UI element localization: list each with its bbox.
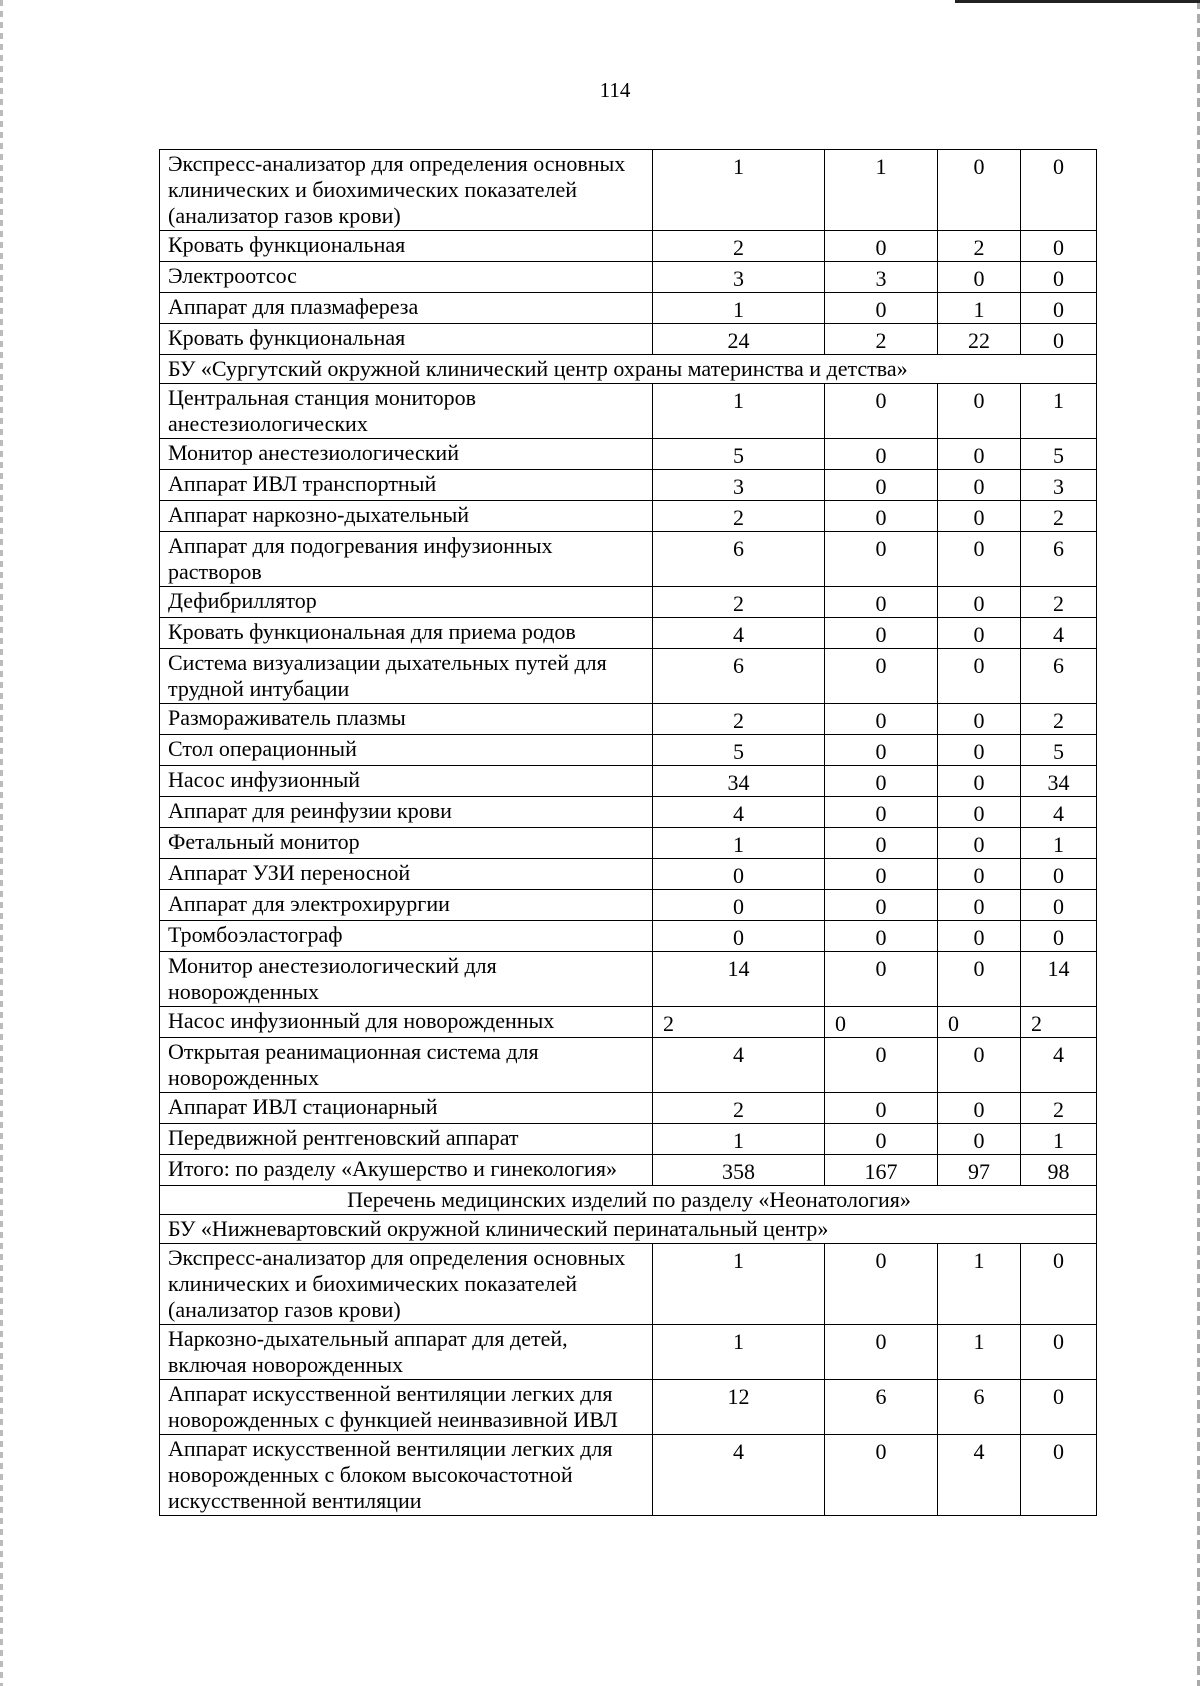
value-cell-col-2: 0 <box>825 1038 938 1093</box>
value-cell-col-2: 0 <box>825 1093 938 1124</box>
value-cell-col-2: 0 <box>825 735 938 766</box>
value-cell-col-3: 0 <box>938 384 1021 439</box>
value-cell-col-3: 1 <box>938 293 1021 324</box>
value-cell-col-2: 0 <box>825 618 938 649</box>
table-row <box>160 649 1097 704</box>
value-cell-col-4: 2 <box>1021 501 1097 532</box>
value-cell-col-2: 3 <box>825 262 938 293</box>
item-name-cell: Кровать функциональная <box>160 324 653 355</box>
value-cell-col-4: 1 <box>1021 384 1097 439</box>
value-cell-col-1: 2 <box>653 231 825 262</box>
value-cell-col-1: 1 <box>653 1325 825 1380</box>
value-cell-col-3: 0 <box>938 952 1021 1007</box>
value-cell-col-1: 1 <box>653 1244 825 1325</box>
value-cell-col-1: 4 <box>653 618 825 649</box>
value-cell-col-3: 4 <box>938 1435 1021 1516</box>
equipment-table-body <box>160 150 1097 1516</box>
item-name-cell: Аппарат наркозно-дыхательный <box>160 501 653 532</box>
value-cell-col-4: 3 <box>1021 470 1097 501</box>
table-row <box>160 231 1097 262</box>
value-cell-col-2: 0 <box>825 797 938 828</box>
item-name-cell: Монитор анестезиологический <box>160 439 653 470</box>
item-name-cell: Фетальный монитор <box>160 828 653 859</box>
item-name-cell: Аппарат для электрохирургии <box>160 890 653 921</box>
value-cell-col-4: 0 <box>1021 1380 1097 1435</box>
value-cell-col-4: 0 <box>1021 324 1097 355</box>
value-cell-col-2: 0 <box>825 890 938 921</box>
table-row <box>160 501 1097 532</box>
value-cell-col-4: 0 <box>1021 1244 1097 1325</box>
item-name-cell: Дефибриллятор <box>160 587 653 618</box>
value-cell-col-1: 1 <box>653 828 825 859</box>
value-cell-col-1: 3 <box>653 470 825 501</box>
table-row <box>160 704 1097 735</box>
value-cell-col-2: 0 <box>825 384 938 439</box>
table-row <box>160 532 1097 587</box>
value-cell-col-4: 2 <box>1021 704 1097 735</box>
value-cell-col-2: 0 <box>825 501 938 532</box>
table-row <box>160 1007 1097 1038</box>
item-name-cell: Передвижной рентгеновский аппарат <box>160 1124 653 1155</box>
value-cell-col-1: 1 <box>653 1124 825 1155</box>
value-cell-col-1: 1 <box>653 293 825 324</box>
table-row <box>160 384 1097 439</box>
value-cell-col-1: 2 <box>653 1093 825 1124</box>
value-cell-col-4: 0 <box>1021 859 1097 890</box>
value-cell-col-3: 0 <box>938 150 1021 231</box>
table-row <box>160 262 1097 293</box>
item-name-cell: Аппарат ИВЛ стационарный <box>160 1093 653 1124</box>
value-cell-col-3: 0 <box>938 649 1021 704</box>
table-row <box>160 1244 1097 1325</box>
value-cell-col-2: 6 <box>825 1380 938 1435</box>
value-cell-col-1: 6 <box>653 532 825 587</box>
table-row <box>160 1155 1097 1186</box>
table-row <box>160 921 1097 952</box>
value-cell-col-3: 0 <box>938 859 1021 890</box>
section-heading: Перечень медицинских изделий по разделу «Неонатология» <box>160 1186 1097 1215</box>
value-cell-col-1: 4 <box>653 797 825 828</box>
item-name-cell: Кровать функциональная <box>160 231 653 262</box>
value-cell-col-3: 0 <box>938 1038 1021 1093</box>
value-cell-col-3: 97 <box>938 1155 1021 1186</box>
value-cell-col-4: 0 <box>1021 890 1097 921</box>
value-cell-col-3: 2 <box>938 231 1021 262</box>
organization-name: БУ «Сургутский окружной клинический центр охраны материнства и детства» <box>160 355 1097 384</box>
value-cell-col-1: 4 <box>653 1435 825 1516</box>
equipment-table <box>159 149 1097 1516</box>
value-cell-col-4: 0 <box>1021 262 1097 293</box>
value-cell-col-3: 0 <box>938 532 1021 587</box>
value-cell-col-4: 34 <box>1021 766 1097 797</box>
item-name-cell: Размораживатель плазмы <box>160 704 653 735</box>
value-cell-col-2: 0 <box>825 231 938 262</box>
value-cell-col-2: 0 <box>825 649 938 704</box>
value-cell-col-4: 2 <box>1021 1007 1097 1038</box>
table-row <box>160 293 1097 324</box>
value-cell-col-4: 0 <box>1021 1325 1097 1380</box>
value-cell-col-1: 5 <box>653 439 825 470</box>
value-cell-col-1: 2 <box>653 704 825 735</box>
item-name-cell: Кровать функциональная для приема родов <box>160 618 653 649</box>
value-cell-col-2: 0 <box>825 704 938 735</box>
value-cell-col-2: 167 <box>825 1155 938 1186</box>
table-row <box>160 735 1097 766</box>
value-cell-col-4: 14 <box>1021 952 1097 1007</box>
value-cell-col-1: 0 <box>653 859 825 890</box>
value-cell-col-3: 0 <box>938 1093 1021 1124</box>
item-name-cell: Наркозно-дыхательный аппарат для детей, включая новорожденных <box>160 1325 653 1380</box>
item-name-cell: Монитор анестезиологический для новорожденных <box>160 952 653 1007</box>
value-cell-col-3: 0 <box>938 797 1021 828</box>
item-name-cell: Итого: по разделу «Акушерство и гинекология» <box>160 1155 653 1186</box>
item-name-cell: Система визуализации дыхательных путей для трудной интубации <box>160 649 653 704</box>
value-cell-col-1: 4 <box>653 1038 825 1093</box>
table-row <box>160 1435 1097 1516</box>
item-name-cell: Электроотсос <box>160 262 653 293</box>
value-cell-col-2: 1 <box>825 150 938 231</box>
value-cell-col-3: 6 <box>938 1380 1021 1435</box>
table-row <box>160 1038 1097 1093</box>
table-row <box>160 324 1097 355</box>
value-cell-col-1: 34 <box>653 766 825 797</box>
value-cell-col-2: 0 <box>825 1244 938 1325</box>
table-row <box>160 1124 1097 1155</box>
value-cell-col-1: 2 <box>653 1007 825 1038</box>
scan-edge-left <box>0 0 3 1686</box>
value-cell-col-3: 1 <box>938 1325 1021 1380</box>
value-cell-col-2: 0 <box>825 921 938 952</box>
value-cell-col-3: 0 <box>938 766 1021 797</box>
value-cell-col-1: 358 <box>653 1155 825 1186</box>
table-row <box>160 766 1097 797</box>
value-cell-col-1: 0 <box>653 890 825 921</box>
value-cell-col-2: 0 <box>825 766 938 797</box>
value-cell-col-3: 0 <box>938 501 1021 532</box>
value-cell-col-2: 0 <box>825 1325 938 1380</box>
table-row <box>160 1380 1097 1435</box>
value-cell-col-2: 0 <box>825 1124 938 1155</box>
item-name-cell: Открытая реанимационная система для новорожденных <box>160 1038 653 1093</box>
value-cell-col-1: 12 <box>653 1380 825 1435</box>
value-cell-col-1: 6 <box>653 649 825 704</box>
value-cell-col-1: 2 <box>653 501 825 532</box>
value-cell-col-4: 0 <box>1021 1435 1097 1516</box>
table-row <box>160 470 1097 501</box>
value-cell-col-1: 2 <box>653 587 825 618</box>
organization-name: БУ «Нижневартовский окружной клинический перинатальный центр» <box>160 1215 1097 1244</box>
item-name-cell: Насос инфузионный <box>160 766 653 797</box>
table-row <box>160 618 1097 649</box>
value-cell-col-1: 1 <box>653 384 825 439</box>
table-row <box>160 890 1097 921</box>
value-cell-col-3: 1 <box>938 1244 1021 1325</box>
value-cell-col-2: 0 <box>825 1007 938 1038</box>
value-cell-col-3: 0 <box>938 439 1021 470</box>
organization-row <box>160 355 1097 384</box>
value-cell-col-2: 0 <box>825 952 938 1007</box>
item-name-cell: Тромбоэластограф <box>160 921 653 952</box>
item-name-cell: Экспресс-анализатор для определения основных клинических и биохимических показателей (анализатор газов крови) <box>160 150 653 231</box>
value-cell-col-4: 1 <box>1021 1124 1097 1155</box>
item-name-cell: Аппарат для плазмафереза <box>160 293 653 324</box>
table-row <box>160 150 1097 231</box>
value-cell-col-3: 0 <box>938 470 1021 501</box>
value-cell-col-4: 1 <box>1021 828 1097 859</box>
value-cell-col-1: 14 <box>653 952 825 1007</box>
value-cell-col-2: 0 <box>825 587 938 618</box>
value-cell-col-4: 0 <box>1021 293 1097 324</box>
item-name-cell: Центральная станция мониторов анестезиологических <box>160 384 653 439</box>
item-name-cell: Аппарат УЗИ переносной <box>160 859 653 890</box>
value-cell-col-4: 5 <box>1021 735 1097 766</box>
section-heading-row <box>160 1186 1097 1215</box>
value-cell-col-3: 0 <box>938 1007 1021 1038</box>
value-cell-col-3: 22 <box>938 324 1021 355</box>
value-cell-col-4: 4 <box>1021 618 1097 649</box>
value-cell-col-1: 3 <box>653 262 825 293</box>
value-cell-col-4: 4 <box>1021 797 1097 828</box>
table-row <box>160 797 1097 828</box>
value-cell-col-4: 0 <box>1021 231 1097 262</box>
value-cell-col-4: 98 <box>1021 1155 1097 1186</box>
value-cell-col-3: 0 <box>938 828 1021 859</box>
item-name-cell: Аппарат искусственной вентиляции легких для новорожденных с функцией неинвазивной ИВЛ <box>160 1380 653 1435</box>
item-name-cell: Аппарат для подогревания инфузионных растворов <box>160 532 653 587</box>
item-name-cell: Стол операционный <box>160 735 653 766</box>
value-cell-col-4: 0 <box>1021 921 1097 952</box>
value-cell-col-4: 6 <box>1021 649 1097 704</box>
item-name-cell: Экспресс-анализатор для определения основных клинических и биохимических показателей (анализатор газов крови) <box>160 1244 653 1325</box>
table-row <box>160 439 1097 470</box>
value-cell-col-2: 0 <box>825 439 938 470</box>
scan-edge-top <box>955 0 1200 3</box>
value-cell-col-4: 2 <box>1021 1093 1097 1124</box>
item-name-cell: Аппарат ИВЛ транспортный <box>160 470 653 501</box>
organization-row <box>160 1215 1097 1244</box>
value-cell-col-4: 0 <box>1021 150 1097 231</box>
value-cell-col-2: 0 <box>825 859 938 890</box>
value-cell-col-1: 1 <box>653 150 825 231</box>
value-cell-col-3: 0 <box>938 735 1021 766</box>
value-cell-col-2: 0 <box>825 1435 938 1516</box>
value-cell-col-3: 0 <box>938 262 1021 293</box>
table-row <box>160 828 1097 859</box>
value-cell-col-1: 5 <box>653 735 825 766</box>
item-name-cell: Аппарат искусственной вентиляции легких для новорожденных с блоком высокочастотной искусственной вентиляции <box>160 1435 653 1516</box>
value-cell-col-2: 0 <box>825 828 938 859</box>
value-cell-col-3: 0 <box>938 1124 1021 1155</box>
value-cell-col-2: 0 <box>825 293 938 324</box>
value-cell-col-4: 2 <box>1021 587 1097 618</box>
value-cell-col-4: 5 <box>1021 439 1097 470</box>
table-row <box>160 952 1097 1007</box>
page-number: 114 <box>599 78 631 102</box>
value-cell-col-3: 0 <box>938 587 1021 618</box>
value-cell-col-1: 0 <box>653 921 825 952</box>
table-row <box>160 1093 1097 1124</box>
value-cell-col-3: 0 <box>938 704 1021 735</box>
value-cell-col-4: 6 <box>1021 532 1097 587</box>
value-cell-col-2: 0 <box>825 470 938 501</box>
item-name-cell: Аппарат для реинфузии крови <box>160 797 653 828</box>
table-row <box>160 587 1097 618</box>
value-cell-col-2: 0 <box>825 532 938 587</box>
value-cell-col-3: 0 <box>938 921 1021 952</box>
value-cell-col-1: 24 <box>653 324 825 355</box>
value-cell-col-3: 0 <box>938 890 1021 921</box>
value-cell-col-4: 4 <box>1021 1038 1097 1093</box>
table-row <box>160 1325 1097 1380</box>
table-row <box>160 859 1097 890</box>
value-cell-col-2: 2 <box>825 324 938 355</box>
value-cell-col-3: 0 <box>938 618 1021 649</box>
item-name-cell: Насос инфузионный для новорожденных <box>160 1007 653 1038</box>
